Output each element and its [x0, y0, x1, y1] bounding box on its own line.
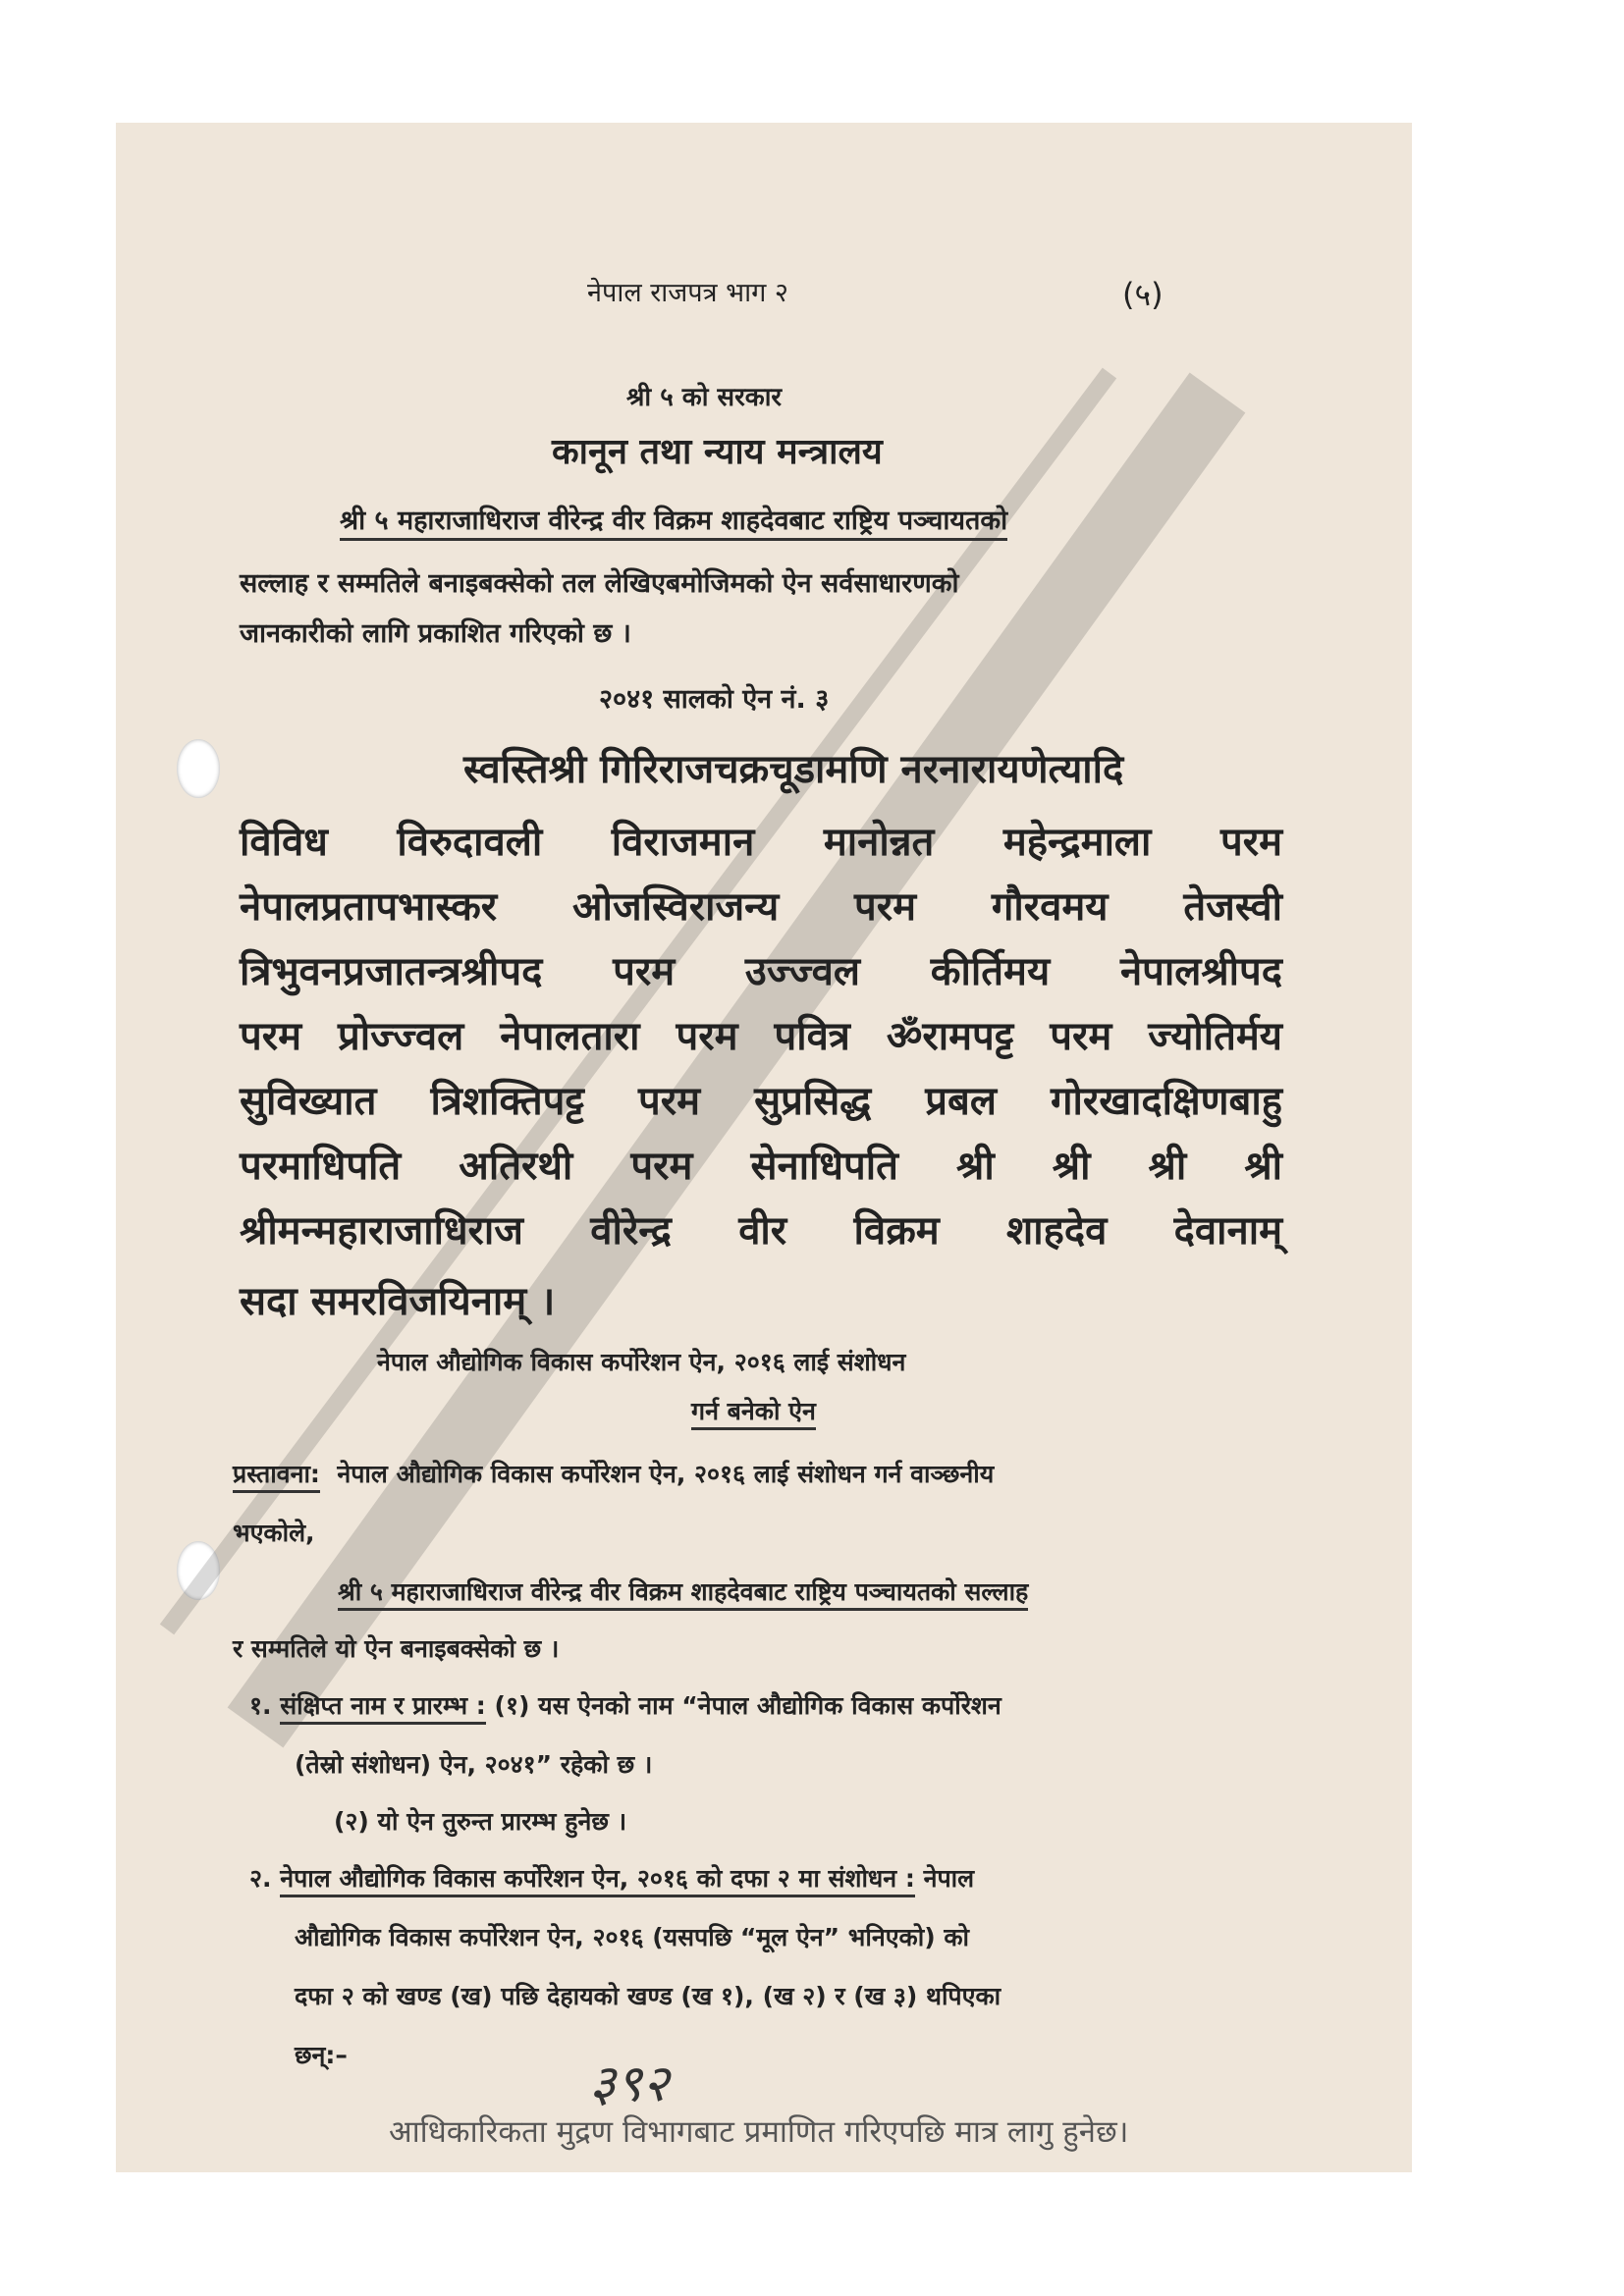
royal-title-line-6: सुविख्यात त्रिशक्तिपट्ट परम सुप्रसिद्ध प्रबल गोरखादक्षिणबाहु [240, 1079, 1282, 1124]
punch-hole-top [177, 739, 220, 798]
section-1-line-3: (२) यो ऐन तुरुन्त प्रारम्भ हुनेछ । [334, 1807, 627, 1836]
punch-hole-bottom [177, 1541, 220, 1600]
act-number: २०४१ सालको ऐन नं. ३ [599, 684, 830, 715]
enactment-line-2: र सम्मतिले यो ऐन बनाइबक्सेको छ । [233, 1634, 560, 1663]
enactment-line-1: श्री ५ महाराजाधिराज वीरेन्द्र वीर विक्रम शाहदेवबाट राष्ट्रिय पञ्चायतको सल्लाह [338, 1575, 1028, 1608]
intro-line-2: सल्लाह र सम्मतिले बनाइबक्सेको तल लेखिएबमोजिमको ऐन सर्वसाधारणको [240, 568, 959, 599]
section-2-line-4: छन्:– [295, 2041, 348, 2069]
section-2-line-2: औद्योगिक विकास कर्पोरेशन ऐन, २०१६ (यसपछि “मूल ऐन” भनिएको) को [295, 1923, 970, 1951]
section-1-line-2: (तेस्रो संशोधन) ऐन, २०४१” रहेको छ । [295, 1750, 653, 1779]
section-2-line-1: २. नेपाल औद्योगिक विकास कर्पोरेशन ऐन, २०१६ को दफा २ मा संशोधन : नेपाल [249, 1861, 974, 1895]
page-number: (५) [1122, 276, 1164, 313]
gazette-header-title: नेपाल राजपत्र भाग २ [587, 278, 788, 308]
act-title-line-1: नेपाल औद्योगिक विकास कर्पोरेशन ऐन, २०१६ लाई संशोधन [377, 1348, 906, 1376]
section-1-line-1: १. संक्षिप्त नाम र प्रारम्भ : (१) यस ऐनको नाम “नेपाल औद्योगिक विकास कर्पोरेशन [249, 1688, 1001, 1722]
section-2-line-3: दफा २ को खण्ड (ख) पछि देहायको खण्ड (ख १), (ख २) र (ख ३) थपिएका [295, 1982, 1001, 2010]
authentication-footer: आधिकारिकता मुद्रण विभागबाट प्रमाणित गरिएपछि मात्र लागु हुनेछ। [389, 2114, 1129, 2150]
ministry-heading: कानून तथा न्याय मन्त्रालय [552, 432, 883, 472]
royal-title-line-8: श्रीमन्महाराजाधिराज वीरेन्द्र वीर विक्रम शाहदेव देवानाम् [240, 1208, 1282, 1254]
handwritten-page-number: ३९२ [589, 2055, 670, 2113]
royal-title-line-9: सदा समरविजयिनाम् । [240, 1279, 556, 1324]
royal-title-line-5: परम प्रोज्ज्वल नेपालतारा परम पवित्र ॐरामपट्ट परम ज्योतिर्मय [240, 1014, 1282, 1059]
preamble: प्रस्तावना: नेपाल औद्योगिक विकास कर्पोरेशन ऐन, २०१६ लाई संशोधन गर्न वाञ्छनीय [233, 1457, 994, 1490]
act-title-line-2: गर्न बनेको ऐन [691, 1394, 816, 1427]
royal-title-line-2: विविध विरुदावली विराजमान मानोन्नत महेन्द्रमाला परम [240, 820, 1282, 865]
government-heading: श्री ५ को सरकार [626, 383, 783, 412]
intro-line-3: जानकारीको लागि प्रकाशित गरिएको छ । [240, 618, 631, 649]
royal-title-line-7: परमाधिपति अतिरथी परम सेनाधिपति श्री श्री श्री श्री [240, 1144, 1282, 1189]
preamble-line-2: भएकोले, [233, 1519, 315, 1547]
royal-title-line-1: स्वस्तिश्री गिरिराजचक्रचूडामणि नरनारायणेत्यादि [463, 747, 1124, 792]
royal-title-line-3: नेपालप्रतापभास्कर ओजस्विराजन्य परम गौरवमय तेजस्वी [240, 884, 1282, 930]
intro-line-1: श्री ५ महाराजाधिराज वीरेन्द्र वीर विक्रम शाहदेवबाट राष्ट्रिय पञ्चायतको [340, 501, 1007, 537]
royal-title-line-4: त्रिभुवनप्रजातन्त्रश्रीपद परम उज्ज्वल कीर्तिमय नेपालश्रीपद [240, 949, 1282, 994]
